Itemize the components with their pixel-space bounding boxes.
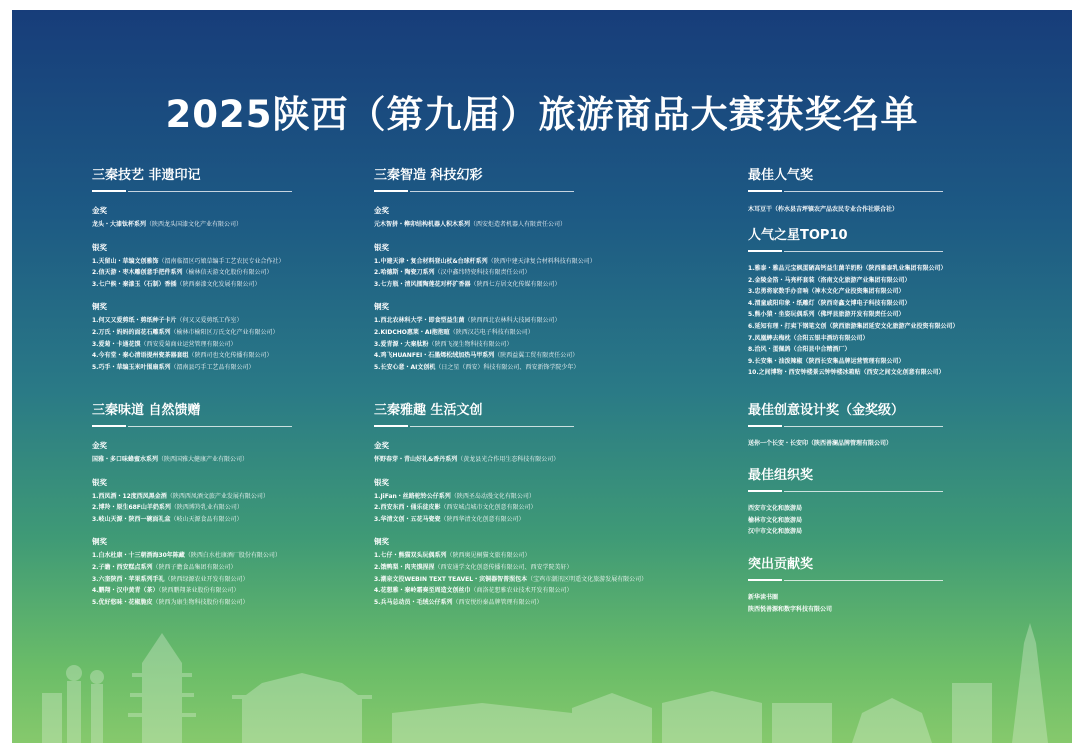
section-divider: [748, 190, 943, 192]
section-title: 最佳人气奖: [748, 168, 814, 183]
list-item: 8.洽风・蛋佩鸽（合阳县中合精酒厂）: [748, 346, 851, 354]
award-item: 怀野春芽・青山好礼&香丹系列（黄龙县光合作用生态科技有限公司）: [374, 456, 560, 463]
silver-label: 银奖: [374, 477, 389, 487]
award-item: 1.西北农林科大学・即食型益生菌（陕西西北农林科大技园有限公司）: [374, 317, 561, 325]
award-item: 2.饿鸭梨・肉夹馍捏捏（西安通学文化创意传播有限公司、西安学院美轩）: [374, 563, 573, 571]
list-item: 1.雅泰・雅品元宝枫蛋硒高钙益生菌羊奶粉（陕西雅泰乳业集团有限公司）: [748, 265, 947, 272]
gold-label: 金奖: [374, 206, 389, 215]
bronze-label: 铜奖: [92, 302, 107, 312]
award-item: 2.子瞻・西安糕点系列（陕西子瞻食品集团有限公司）: [92, 563, 237, 571]
award-item: 1.七仔・熊猫双头玩偶系列（陕西奥见桐猫文旅有限公司）: [374, 552, 531, 560]
award-item: 龙头・大漆钛杯系列（陕西龙头国漆文化产业有限公司）: [92, 221, 243, 228]
section-divider: [374, 190, 574, 192]
section-title: 最佳组织奖: [748, 468, 814, 483]
silver-label: 银奖: [92, 242, 107, 252]
list-item: 7.凤凰蟀去梅枕（合阳五银丰酒坊有限公司）: [748, 334, 869, 342]
section-flavors: [92, 399, 342, 608]
award-item: 3.六奎陕西・苹果系列手礼（陕西绿源农业开发有限公司）: [92, 575, 249, 583]
bronze-label: 铜奖: [374, 302, 389, 312]
section-title: 突出贡献奖: [748, 557, 814, 572]
section-divider: [92, 190, 292, 192]
award-item: 4.鸡飞HUANFEI・石墨烯松绒加热马甲系列（陕西益翼工贸有限责任公司）: [374, 352, 579, 360]
award-item: 国雅・多口味蜂蜜水系列（陕西国雅大健康产业有限公司）: [92, 456, 249, 463]
list-item: 新华读书圈: [748, 594, 779, 601]
section-best-popularity: [748, 164, 998, 216]
list-item: 西安市文化和旅游局: [748, 505, 803, 512]
award-item: 1.中建天津・复合材料登山杖&台球杆系列（陕西中建天津复合材料科技有限公司）: [374, 257, 596, 265]
award-item: 4.今有堂・秦心清语提州瓷茶器套组（陕西司也文化传播有限公司）: [92, 352, 273, 360]
award-item: 3.七户候・秦漆玉（石制）香插（陕西秦漆文化发展有限公司）: [92, 280, 261, 288]
list-item: 9.长安集・油泼辣椒（陕西长安集品牌运营管理有限公司）: [748, 357, 905, 365]
section-divider: [92, 425, 292, 427]
award-item: 2.信天游・枣木雕创意手把件系列（榆林信天游文化股份有限公司）: [92, 269, 273, 277]
award-item: 5.兵马总动员・毛绒公仔系列（西安悦纷秦品牌管理有限公司）: [374, 598, 543, 606]
list-item: 榆林市文化和旅游局: [748, 516, 803, 524]
award-item: 4.花想雅・秦岭霜奏至周造文创丝巾（商洛花想雅农业技术开发有限公司）: [374, 587, 573, 595]
gold-label: 金奖: [92, 441, 107, 450]
list-item: 3.忠勇将家数手办音响（神木文化产业投资集团有限公司）: [748, 288, 905, 296]
gold-label: 金奖: [374, 441, 389, 450]
section-craft-heritage: [92, 164, 342, 373]
bronze-label: 铜奖: [374, 537, 389, 547]
award-item: 2.万氏・妈妈的面花石雕系列（榆林市榆阳区万氏文化产业有限公司）: [92, 328, 279, 336]
section-best-organization: [748, 464, 998, 538]
silver-label: 银奖: [374, 242, 389, 252]
section-divider: [748, 250, 943, 252]
section-title: 最佳创意设计奖（金奖级）: [748, 403, 905, 418]
list-item: 2.金陵金箔・马亮杯套装（洛南文化旅游产业集团有限公司）: [748, 276, 911, 284]
award-item: 3.潮泉文投WEBIN TEXT TEAVEL・宾铜器智普照包本（宝鸡市潮汛区明遥文化旅游发展有限公司）: [374, 575, 648, 583]
list-item: 5.熊小猿・坐姿玩偶系列（佛坪县旅游开发有限责任公司）: [748, 311, 905, 319]
section-title: 三秦雅趣 生活文创: [374, 403, 483, 418]
section-smart-tech: [374, 164, 624, 373]
contribution-list: [748, 592, 998, 615]
list-item: 6.延知有理・打卖下钢笔文创（陕西旅游集团延安文化旅游产业投资有限公司）: [748, 322, 959, 330]
award-item: 5.巧手・草编玉米叶围扇系列（渭南县巧手工艺品有限公司）: [92, 363, 255, 371]
award-item: 3.爱青源・大秦肽粉（陕西飞视生物科技有限公司）: [374, 340, 513, 348]
award-item: 木耳豆干（柞水县吉坪镇农产品农民专业合作社联合社）: [748, 206, 899, 213]
page-title: 2025陕西（第九届）旅游商品大赛获奖名单: [165, 93, 919, 136]
bronze-label: 铜奖: [92, 537, 107, 547]
section-title: 人气之星TOP10: [748, 228, 848, 243]
section-best-creative-design: [748, 399, 998, 450]
award-item: 2.博羚・原生68F山羊奶系列（陕西博羚乳业有限公司）: [92, 504, 243, 512]
award-item: 4.鹏翔・汉中黄青（茶）（陕西鹏翔茶业股份有限公司）: [92, 587, 240, 595]
list-item: 10.之间博物・西安钟楼景云钟钟楼冰箱贴（西安之间文化创意有限公司）: [748, 369, 945, 377]
award-item: 送你一个长安・长安印（陕西善澜品牌管理有限公司）: [748, 440, 893, 447]
top10-list: [748, 263, 998, 379]
award-item: 2.哈德斯・陶瓷刀系列（汉中鑫纬特瓷科技有限责任公司）: [374, 269, 531, 277]
organization-list: [748, 503, 998, 538]
award-item: 1.JiFan・丝路驼铃公仔系列（陕西圣岛动漫文化有限公司）: [374, 492, 535, 500]
award-item: 3.岐山天源・陕西一碗面礼盒（岐山天源食品有限公司）: [92, 515, 243, 523]
section-divider: [748, 425, 943, 427]
award-item: 2.西安东西・俑乐徒皮影（西安城点城市文化创意有限公司）: [374, 504, 537, 512]
list-item: 汉中市文化和旅游局: [748, 528, 803, 536]
list-item: 陕西悦善源和数字科技有限公司: [748, 605, 833, 613]
award-item: 1.西凤酒・12度西凤黑金酒（陕西西凤酒文旅产业发展有限公司）: [92, 492, 269, 500]
section-title: 三秦味道 自然馈赠: [92, 403, 201, 418]
poster: [12, 10, 1072, 743]
award-item: 2.KIDCHO惠莱・AI抱抱暄（陕西汉芯电子科技有限公司）: [374, 328, 534, 336]
award-item: 3.爱菊・卡通花馍（西安爱菊商业运营管理有限公司）: [92, 340, 237, 348]
award-item: 5.优好悠味・花椒脆皮（陕西为康生物科技股份有限公司）: [92, 598, 249, 606]
award-item: 元木智拼・榫卯结构机器人积木系列（西安炬造者机器人有限责任公司）: [374, 221, 567, 228]
award-item: 1.白水杜康・十三朝酒海30年陈藏（陕西白水杜康酒厂股份有限公司）: [92, 552, 281, 560]
award-item: 5.长安心意・AI文创机（日之星（西安）科技有限公司、西安新锋学院少年）: [374, 363, 580, 371]
silver-label: 银奖: [92, 477, 107, 487]
section-outstanding-contribution: [748, 553, 998, 615]
section-lifestyle: [374, 399, 648, 608]
award-item: 1.何又又爱剪纸・剪纸种子卡片（何又又爱剪纸工作室）: [92, 317, 243, 325]
award-item: 3.七方瓶・清风擂陶莲花对杯扩香器（陕西七方居文化传媒有限公司）: [374, 280, 561, 288]
section-popularity-top10: [748, 224, 998, 379]
award-item: 3.华清文创・五花马瓷瓷（陕西华清文化创意有限公司）: [374, 515, 525, 523]
award-item: 1.天留山・草编文创雅饰（渭南临渭区巧娘草编手工艺农民专业合作社）: [92, 257, 285, 265]
city-skyline-silhouette: [12, 603, 1072, 743]
section-divider: [748, 579, 943, 581]
gold-label: 金奖: [92, 206, 107, 215]
list-item: 4.渭童戚阳印象・纸雕灯（陕西奇鑫文博电子科技有限公司）: [748, 299, 911, 307]
section-divider: [374, 425, 574, 427]
section-title: 三秦技艺 非遗印记: [92, 168, 201, 183]
section-divider: [748, 490, 943, 492]
section-title: 三秦智造 科技幻彩: [374, 168, 483, 183]
